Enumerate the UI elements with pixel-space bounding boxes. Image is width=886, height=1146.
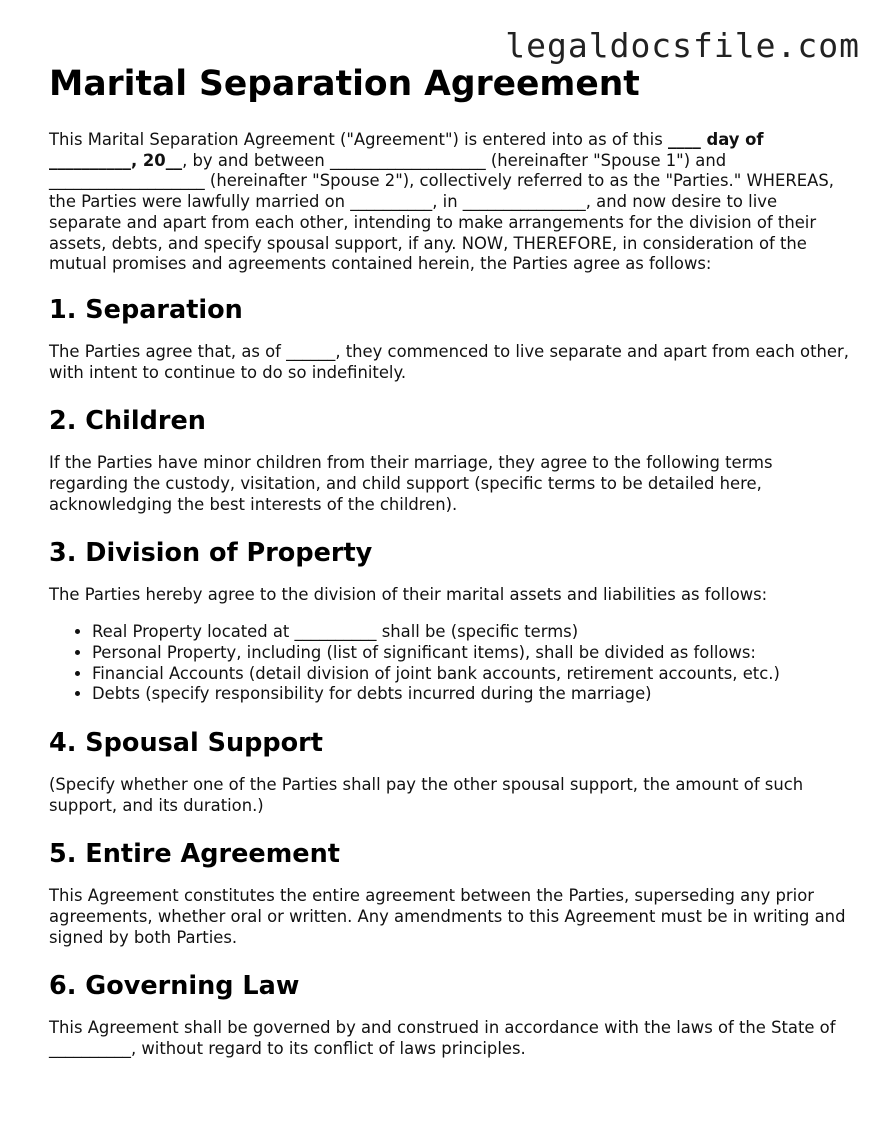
section-division-of-property: [49, 537, 849, 705]
list-item: • Financial Accounts (detail division of joint bank accounts, retirement accounts, etc.): [92, 664, 849, 685]
section-body: The Parties hereby agree to the division of their marital assets and liabilities as follows:: [49, 585, 768, 605]
section-entire-agreement: [49, 838, 849, 948]
section-spousal-support: [49, 727, 849, 816]
section-heading: 1. Separation: [49, 294, 243, 325]
section-children: [49, 405, 849, 515]
section-heading: 3. Division of Property: [49, 538, 373, 569]
intro-paragraph: [49, 130, 849, 275]
section-body: If the Parties have minor children from their marriage, they agree to the following terms regarding the custody, visitation, and child support (specific terms to be detailed here, acknowledging the best interests of the children).: [49, 453, 773, 514]
section-body: This Agreement constitutes the entire agreement between the Parties, superseding any prior agreements, whether oral or written. Any amendments to this Agreement must be in writing and signed by both Parties.: [49, 886, 846, 947]
section-heading: 6. Governing Law: [49, 971, 300, 1002]
section-body: (Specify whether one of the Parties shall pay the other spousal support, the amount of such support, and its duration.): [49, 774, 804, 815]
document: [49, 62, 849, 1060]
section-body: The Parties agree that, as of ______, they commenced to live separate and apart from each other, with intent to continue to do so indefinitely.: [49, 341, 849, 382]
list-item: • Debts (specify responsibility for debts incurred during the marriage): [92, 684, 849, 705]
intro-text-start: This Marital Separation Agreement ("Agreement") is entered into as of this: [49, 130, 668, 149]
section-separation: [49, 294, 849, 383]
document-title: Marital Separation Agreement: [49, 64, 640, 104]
section-body: This Agreement shall be governed by and construed in accordance with the laws of the State of __________, without regard to its conflict of laws principles.: [49, 1018, 836, 1059]
list-item: • Personal Property, including (list of significant items), shall be divided as follows:: [92, 643, 849, 664]
property-list: [49, 622, 849, 705]
section-heading: 2. Children: [49, 406, 206, 437]
section-governing-law: [49, 970, 849, 1059]
section-heading: 5. Entire Agreement: [49, 839, 340, 870]
watermark: legaldocsfile.com: [505, 26, 860, 65]
intro-date-blank: ____ day of __________, 20__: [49, 130, 764, 170]
intro-text-rest: , by and between ___________________ (hereinafter "Spouse 1") and ___________________ (hereinafter "Spouse 2"), collectively referred to as the "Parties." WHEREAS, the Parties were lawfully married on __________, in _______________, and now desire to live separate and apart from each other, intending to make arrangements for the division of their assets, debts, and specify spousal support, if any. NOW, THEREFORE, in consideration of the mutual promises and agreements contained herein, the Parties agree as follows:: [49, 150, 834, 274]
list-item: • Real Property located at __________ shall be (specific terms): [92, 622, 849, 643]
section-heading: 4. Spousal Support: [49, 727, 323, 758]
